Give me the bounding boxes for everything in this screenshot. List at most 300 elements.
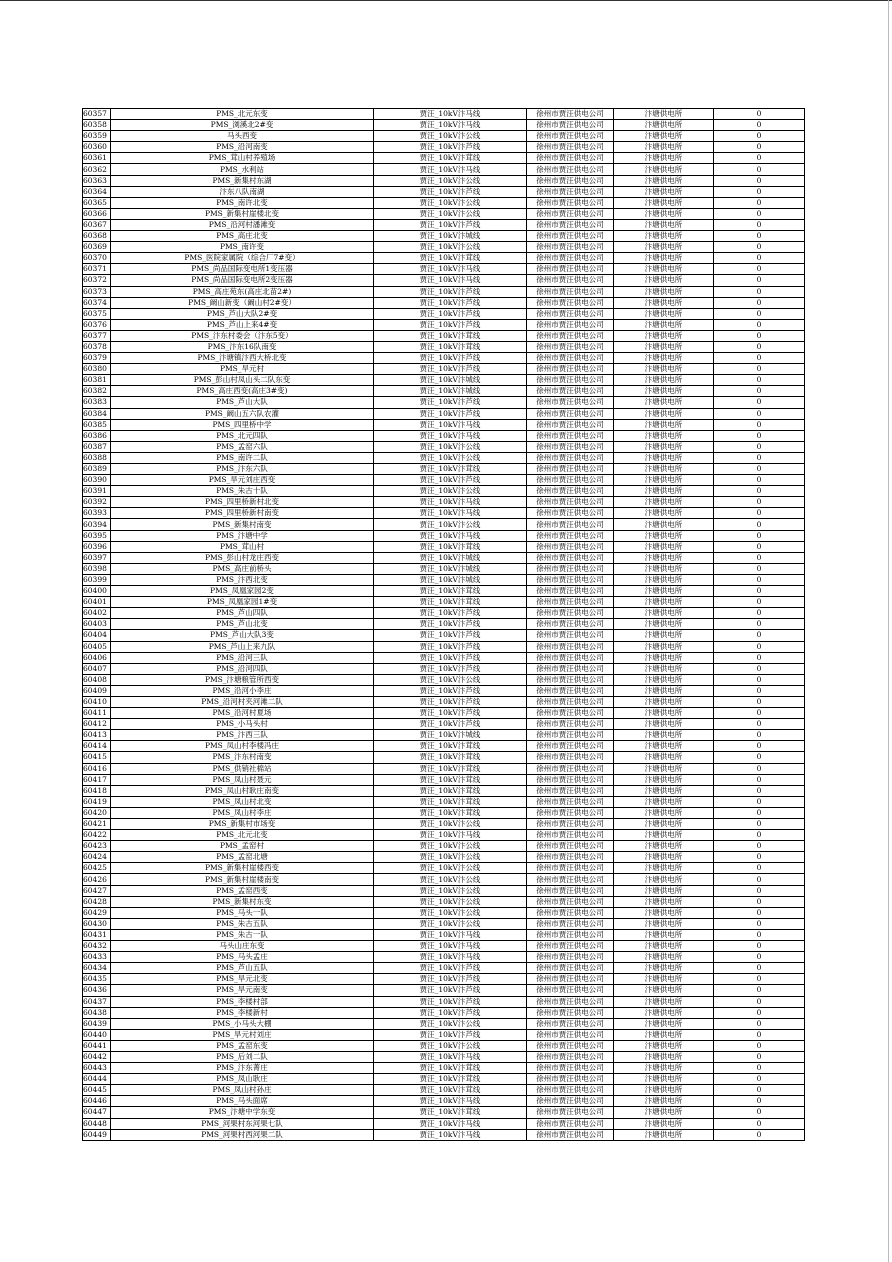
table-row [83,275,805,286]
id-cell: 60419 [83,796,111,807]
name-cell: PMS_四里桥新村北变 [111,497,374,508]
id-cell: 60364 [83,186,111,197]
id-cell: 60429 [83,907,111,918]
company-cell: 徐州市贾汪供电公司 [527,674,614,685]
name-cell: PMS_汴塘中学东变 [111,1107,374,1118]
table-row [83,153,805,164]
station-cell: 汴塘供电所 [614,397,714,408]
id-cell: 60414 [83,741,111,752]
value-cell: 0 [714,741,805,752]
line-cell: 贾汪_10kV汴茸线 [374,763,527,774]
name-cell: PMS_沿河村夏场 [111,708,374,719]
name-cell: PMS_朱古五队 [111,918,374,929]
line-cell: 贾汪_10kV汴芦线 [374,619,527,630]
company-cell: 徐州市贾汪供电公司 [527,785,614,796]
table-row [83,863,805,874]
line-cell: 贾汪_10kV汴芦线 [374,696,527,707]
value-cell: 0 [714,208,805,219]
company-cell: 徐州市贾汪供电公司 [527,830,614,841]
id-cell: 60358 [83,120,111,131]
company-cell: 徐州市贾汪供电公司 [527,996,614,1007]
name-cell: PMS_河果村西河果二队 [111,1129,374,1140]
company-cell: 徐州市贾汪供电公司 [527,242,614,253]
table-row [83,574,805,585]
value-cell: 0 [714,1074,805,1085]
table-row [83,563,805,574]
name-cell: PMS_河果村东河果七队 [111,1118,374,1129]
id-cell: 60387 [83,441,111,452]
name-cell: PMS_高庄北变 [111,231,374,242]
id-cell: 60428 [83,896,111,907]
line-cell: 贾汪_10kV汴马线 [374,275,527,286]
value-cell: 0 [714,419,805,430]
station-cell: 汴塘供电所 [614,153,714,164]
id-cell: 60448 [83,1118,111,1129]
company-cell: 徐州市贾汪供电公司 [527,297,614,308]
line-cell: 贾汪_10kV汴马线 [374,530,527,541]
table-row [83,830,805,841]
company-cell: 徐州市贾汪供电公司 [527,874,614,885]
line-cell: 贾汪_10kV汴芦线 [374,719,527,730]
value-cell: 0 [714,1040,805,1051]
name-cell: PMS_凤山耿庄 [111,1074,374,1085]
id-cell: 60447 [83,1107,111,1118]
name-cell: PMS_凤山村孙庄 [111,1085,374,1096]
name-cell: PMS_沿河村潘滩变 [111,219,374,230]
id-cell: 60425 [83,863,111,874]
station-cell: 汴塘供电所 [614,1074,714,1085]
id-cell: 60446 [83,1096,111,1107]
value-cell: 0 [714,386,805,397]
id-cell: 60437 [83,996,111,1007]
table-row [83,918,805,929]
company-cell: 徐州市贾汪供电公司 [527,608,614,619]
line-cell: 贾汪_10kV汴茸线 [374,1085,527,1096]
table-row [83,1007,805,1018]
station-cell: 汴塘供电所 [614,696,714,707]
table-row [83,685,805,696]
company-cell: 徐州市贾汪供电公司 [527,142,614,153]
name-cell: PMS_北元四队 [111,430,374,441]
line-cell: 贾汪_10kV汴芦线 [374,397,527,408]
station-cell: 汴塘供电所 [614,508,714,519]
value-cell: 0 [714,763,805,774]
station-cell: 汴塘供电所 [614,131,714,142]
company-cell: 徐州市贾汪供电公司 [527,774,614,785]
line-cell: 贾汪_10kV汴茸线 [374,464,527,475]
value-cell: 0 [714,330,805,341]
company-cell: 徐州市贾汪供电公司 [527,708,614,719]
line-cell: 贾汪_10kV汴城线 [374,563,527,574]
line-cell: 贾汪_10kV汴茸线 [374,752,527,763]
id-cell: 60394 [83,519,111,530]
name-cell: PMS_芦山五队 [111,963,374,974]
table-row [83,1129,805,1140]
transformer-table [82,108,805,1141]
line-cell: 贾汪_10kV汴茸线 [374,1074,527,1085]
line-cell: 贾汪_10kV汴马线 [374,109,527,120]
station-cell: 汴塘供电所 [614,386,714,397]
value-cell: 0 [714,830,805,841]
company-cell: 徐州市贾汪供电公司 [527,464,614,475]
line-cell: 贾汪_10kV汴公线 [374,175,527,186]
id-cell: 60402 [83,608,111,619]
station-cell: 汴塘供电所 [614,464,714,475]
name-cell: PMS_彭山村龙庄西变 [111,552,374,563]
value-cell: 0 [714,142,805,153]
station-cell: 汴塘供电所 [614,841,714,852]
company-cell: 徐州市贾汪供电公司 [527,330,614,341]
name-cell: PMS_凤凰家园1#变 [111,597,374,608]
table-row [83,819,805,830]
name-cell: PMS_沿河南变 [111,142,374,153]
table-row [83,120,805,131]
value-cell: 0 [714,1063,805,1074]
company-cell: 徐州市贾汪供电公司 [527,663,614,674]
id-cell: 60361 [83,153,111,164]
id-cell: 60380 [83,364,111,375]
id-cell: 60433 [83,952,111,963]
name-cell: PMS_孟窑六队 [111,441,374,452]
line-cell: 贾汪_10kV汴芦线 [374,308,527,319]
company-cell: 徐州市贾汪供电公司 [527,120,614,131]
line-cell: 贾汪_10kV汴芦线 [374,286,527,297]
value-cell: 0 [714,464,805,475]
company-cell: 徐州市贾汪供电公司 [527,530,614,541]
table-row [83,397,805,408]
table-row [83,974,805,985]
id-cell: 60435 [83,974,111,985]
value-cell: 0 [714,341,805,352]
table-row [83,663,805,674]
line-cell: 贾汪_10kV汴芦线 [374,652,527,663]
station-cell: 汴塘供电所 [614,330,714,341]
company-cell: 徐州市贾汪供电公司 [527,863,614,874]
table-row [83,752,805,763]
table-row [83,763,805,774]
name-cell: PMS_高庄西变(高庄3#变) [111,386,374,397]
table-row [83,197,805,208]
value-cell: 0 [714,242,805,253]
table-row [83,929,805,940]
line-cell: 贾汪_10kV汴城线 [374,552,527,563]
table-row [83,186,805,197]
id-cell: 60422 [83,830,111,841]
value-cell: 0 [714,452,805,463]
company-cell: 徐州市贾汪供电公司 [527,109,614,120]
line-cell: 贾汪_10kV汴茸线 [374,330,527,341]
line-cell: 贾汪_10kV汴马线 [374,929,527,940]
line-cell: 贾汪_10kV汴茸线 [374,796,527,807]
id-cell: 60423 [83,841,111,852]
company-cell: 徐州市贾汪供电公司 [527,896,614,907]
company-cell: 徐州市贾汪供电公司 [527,552,614,563]
name-cell: PMS_朱古十队 [111,486,374,497]
value-cell: 0 [714,974,805,985]
station-cell: 汴塘供电所 [614,475,714,486]
value-cell: 0 [714,952,805,963]
line-cell: 贾汪_10kV汴芦线 [374,142,527,153]
table-row [83,452,805,463]
company-cell: 徐州市贾汪供电公司 [527,452,614,463]
company-cell: 徐州市贾汪供电公司 [527,907,614,918]
line-cell: 贾汪_10kV汴茸线 [374,341,527,352]
id-cell: 60399 [83,574,111,585]
table-row [83,941,805,952]
value-cell: 0 [714,708,805,719]
id-cell: 60426 [83,874,111,885]
station-cell: 汴塘供电所 [614,286,714,297]
value-cell: 0 [714,375,805,386]
value-cell: 0 [714,1129,805,1140]
station-cell: 汴塘供电所 [614,319,714,330]
id-cell: 60368 [83,231,111,242]
id-cell: 60418 [83,785,111,796]
name-cell: PMS_新集村南变 [111,519,374,530]
name-cell: PMS_新集村崖楼北变 [111,208,374,219]
value-cell: 0 [714,752,805,763]
value-cell: 0 [714,475,805,486]
company-cell: 徐州市贾汪供电公司 [527,685,614,696]
name-cell: PMS_芦山四队 [111,608,374,619]
line-cell: 贾汪_10kV汴公线 [374,1018,527,1029]
company-cell: 徐州市贾汪供电公司 [527,952,614,963]
company-cell: 徐州市贾汪供电公司 [527,630,614,641]
table-row [83,408,805,419]
value-cell: 0 [714,430,805,441]
station-cell: 汴塘供电所 [614,1040,714,1051]
station-cell: 汴塘供电所 [614,663,714,674]
name-cell: PMS_旱元村刘庄 [111,1029,374,1040]
table-body [83,109,805,1141]
value-cell: 0 [714,186,805,197]
station-cell: 汴塘供电所 [614,452,714,463]
table-row [83,519,805,530]
name-cell: PMS_沿河四队 [111,663,374,674]
table-row [83,852,805,863]
station-cell: 汴塘供电所 [614,929,714,940]
name-cell: PMS_新集村崖楼西变 [111,863,374,874]
station-cell: 汴塘供电所 [614,264,714,275]
table-row [83,952,805,963]
id-cell: 60363 [83,175,111,186]
line-cell: 贾汪_10kV汴公线 [374,674,527,685]
id-cell: 60383 [83,397,111,408]
id-cell: 60382 [83,386,111,397]
company-cell: 徐州市贾汪供电公司 [527,175,614,186]
line-cell: 贾汪_10kV汴芦线 [374,475,527,486]
name-cell: PMS_沿河小李庄 [111,685,374,696]
line-cell: 贾汪_10kV汴芦线 [374,963,527,974]
table-row [83,652,805,663]
name-cell: PMS_新集村东湖 [111,175,374,186]
name-cell: PMS_沿河三队 [111,652,374,663]
name-cell: PMS_汴塘中学 [111,530,374,541]
value-cell: 0 [714,1118,805,1129]
name-cell: PMS_茸山村 [111,541,374,552]
line-cell: 贾汪_10kV汴城线 [374,386,527,397]
table-row [83,885,805,896]
company-cell: 徐州市贾汪供电公司 [527,574,614,585]
id-cell: 60373 [83,286,111,297]
table-row [83,774,805,785]
id-cell: 60362 [83,164,111,175]
company-cell: 徐州市贾汪供电公司 [527,353,614,364]
id-cell: 60421 [83,819,111,830]
value-cell: 0 [714,109,805,120]
station-cell: 汴塘供电所 [614,719,714,730]
company-cell: 徐州市贾汪供电公司 [527,929,614,940]
company-cell: 徐州市贾汪供电公司 [527,208,614,219]
station-cell: 汴塘供电所 [614,208,714,219]
line-cell: 贾汪_10kV汴茸线 [374,153,527,164]
value-cell: 0 [714,630,805,641]
table-row [83,1085,805,1096]
station-cell: 汴塘供电所 [614,685,714,696]
table-row [83,353,805,364]
value-cell: 0 [714,685,805,696]
id-cell: 60370 [83,253,111,264]
name-cell: PMS_南许二队 [111,452,374,463]
company-cell: 徐州市贾汪供电公司 [527,1040,614,1051]
line-cell: 贾汪_10kV汴马线 [374,497,527,508]
company-cell: 徐州市贾汪供电公司 [527,741,614,752]
line-cell: 贾汪_10kV汴公线 [374,885,527,896]
company-cell: 徐州市贾汪供电公司 [527,1018,614,1029]
value-cell: 0 [714,319,805,330]
line-cell: 贾汪_10kV汴茸线 [374,1107,527,1118]
value-cell: 0 [714,530,805,541]
line-cell: 贾汪_10kV汴芦线 [374,641,527,652]
name-cell: PMS_汴东村南变 [111,752,374,763]
value-cell: 0 [714,619,805,630]
id-cell: 60431 [83,929,111,940]
table-row [83,375,805,386]
name-cell: PMS_凤山村聂元 [111,774,374,785]
id-cell: 60367 [83,219,111,230]
station-cell: 汴塘供电所 [614,996,714,1007]
name-cell: PMS_旱元村 [111,364,374,375]
company-cell: 徐州市贾汪供电公司 [527,475,614,486]
value-cell: 0 [714,153,805,164]
station-cell: 汴塘供电所 [614,985,714,996]
name-cell: PMS_凤凰家园2变 [111,586,374,597]
station-cell: 汴塘供电所 [614,519,714,530]
line-cell: 贾汪_10kV汴公线 [374,918,527,929]
station-cell: 汴塘供电所 [614,952,714,963]
table-row [83,719,805,730]
station-cell: 汴塘供电所 [614,109,714,120]
table-row [83,1051,805,1062]
name-cell: PMS_水利站 [111,164,374,175]
line-cell: 贾汪_10kV汴马线 [374,430,527,441]
value-cell: 0 [714,441,805,452]
table-row [83,874,805,885]
station-cell: 汴塘供电所 [614,763,714,774]
table-row [83,586,805,597]
value-cell: 0 [714,774,805,785]
value-cell: 0 [714,231,805,242]
name-cell: PMS_彭山村凤山头二队东变 [111,375,374,386]
id-cell: 60403 [83,619,111,630]
line-cell: 贾汪_10kV汴公线 [374,1040,527,1051]
value-cell: 0 [714,663,805,674]
station-cell: 汴塘供电所 [614,1007,714,1018]
id-cell: 60396 [83,541,111,552]
id-cell: 60390 [83,475,111,486]
id-cell: 60439 [83,1018,111,1029]
table-row [83,109,805,120]
station-cell: 汴塘供电所 [614,186,714,197]
table-row [83,364,805,375]
line-cell: 贾汪_10kV汴公线 [374,874,527,885]
company-cell: 徐州市贾汪供电公司 [527,275,614,286]
id-cell: 60386 [83,430,111,441]
line-cell: 贾汪_10kV汴公线 [374,819,527,830]
value-cell: 0 [714,1107,805,1118]
company-cell: 徐州市贾汪供电公司 [527,253,614,264]
line-cell: 贾汪_10kV汴马线 [374,1096,527,1107]
value-cell: 0 [714,541,805,552]
company-cell: 徐州市贾汪供电公司 [527,375,614,386]
line-cell: 贾汪_10kV汴马线 [374,1118,527,1129]
table-row [83,1040,805,1051]
name-cell: PMS_芦山大队3变 [111,630,374,641]
name-cell: PMS_新集村崖楼南变 [111,874,374,885]
id-cell: 60369 [83,242,111,253]
value-cell: 0 [714,641,805,652]
line-cell: 贾汪_10kV汴公线 [374,519,527,530]
station-cell: 汴塘供电所 [614,231,714,242]
value-cell: 0 [714,397,805,408]
company-cell: 徐州市贾汪供电公司 [527,341,614,352]
company-cell: 徐州市贾汪供电公司 [527,885,614,896]
value-cell: 0 [714,286,805,297]
line-cell: 贾汪_10kV汴马线 [374,1129,527,1140]
id-cell: 60384 [83,408,111,419]
id-cell: 60406 [83,652,111,663]
table-row [83,341,805,352]
name-cell: PMS_旱元刘庄西变 [111,475,374,486]
company-cell: 徐州市贾汪供电公司 [527,719,614,730]
id-cell: 60397 [83,552,111,563]
station-cell: 汴塘供电所 [614,275,714,286]
name-cell: PMS_马头面席 [111,1096,374,1107]
value-cell: 0 [714,497,805,508]
line-cell: 贾汪_10kV汴芦线 [374,408,527,419]
station-cell: 汴塘供电所 [614,830,714,841]
table-row [83,641,805,652]
name-cell: PMS_汴塘镇汴西大桥北变 [111,353,374,364]
table-row [83,608,805,619]
name-cell: PMS_孟窑西变 [111,885,374,896]
station-cell: 汴塘供电所 [614,918,714,929]
station-cell: 汴塘供电所 [614,1085,714,1096]
company-cell: 徐州市贾汪供电公司 [527,941,614,952]
table-row [83,630,805,641]
name-cell: PMS_阚山新变（阚山村2#变） [111,297,374,308]
station-cell: 汴塘供电所 [614,563,714,574]
station-cell: 汴塘供电所 [614,253,714,264]
table-row [83,208,805,219]
name-cell: 马头西变 [111,131,374,142]
name-cell: PMS_供销社棉站 [111,763,374,774]
table-row [83,297,805,308]
station-cell: 汴塘供电所 [614,863,714,874]
company-cell: 徐州市贾汪供电公司 [527,641,614,652]
name-cell: PMS_凤山村李庄 [111,807,374,818]
line-cell: 贾汪_10kV汴茸线 [374,253,527,264]
